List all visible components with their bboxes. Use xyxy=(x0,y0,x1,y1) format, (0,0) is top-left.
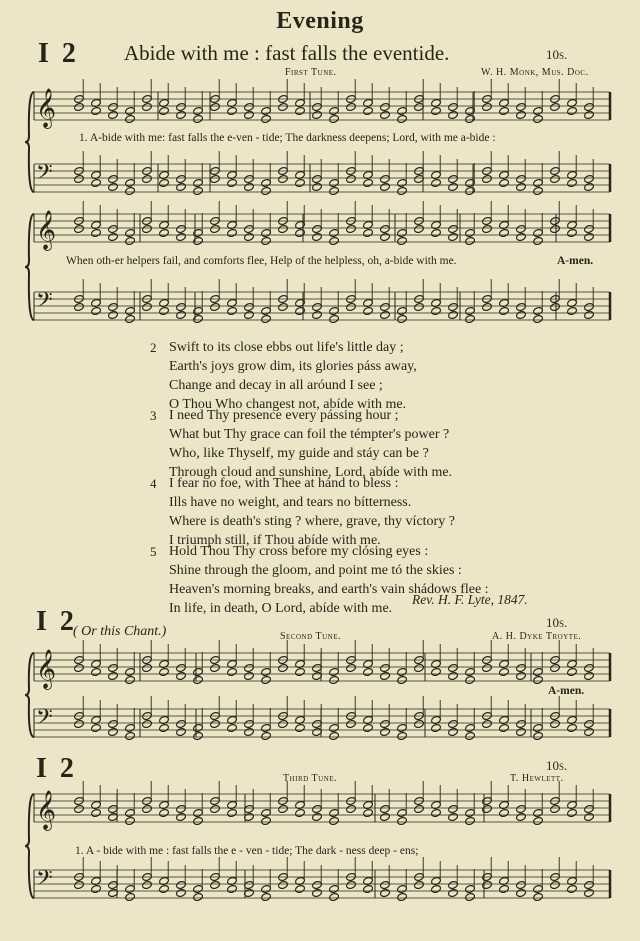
note-head xyxy=(176,671,187,680)
note-head xyxy=(125,236,136,245)
verse-line: I fear no foe, with Thee at hánd to bless : xyxy=(169,476,399,491)
note-head xyxy=(244,671,255,680)
note-head xyxy=(380,727,391,736)
verse-line: Hold Thou Thy cross before my clósing eyes : xyxy=(169,544,429,559)
note-head xyxy=(397,892,408,901)
brace xyxy=(25,794,34,898)
note-head xyxy=(176,310,187,319)
verse-line: In life, in death, O Lord, abíde with me. xyxy=(169,601,393,616)
note-head xyxy=(584,888,595,897)
note-head xyxy=(159,884,170,893)
note-head xyxy=(278,224,289,233)
brace xyxy=(25,653,34,737)
note-head xyxy=(261,731,272,740)
note-head xyxy=(142,302,153,311)
note-head xyxy=(431,178,442,187)
verse xyxy=(150,406,590,482)
note-head xyxy=(176,727,187,736)
note-head xyxy=(108,671,119,680)
note-head xyxy=(363,808,374,817)
note-head xyxy=(584,812,595,821)
note-head xyxy=(550,663,561,672)
treble-clef-icon: 𝄞 xyxy=(36,649,57,689)
note-head xyxy=(329,675,340,684)
note-head xyxy=(295,667,306,676)
tune-label: First Tune. xyxy=(285,67,337,78)
note-head xyxy=(414,302,425,311)
hymn-number: I 2 xyxy=(36,753,77,784)
note-head xyxy=(465,675,476,684)
note-head xyxy=(278,102,289,111)
note-head xyxy=(227,667,238,676)
note-head xyxy=(448,110,459,119)
note-head xyxy=(159,667,170,676)
note-head xyxy=(346,302,357,311)
note-head xyxy=(329,731,340,740)
verse-line: I need Thy presence every pássing hour ; xyxy=(169,408,399,423)
note-head xyxy=(465,816,476,825)
note-head xyxy=(108,232,119,241)
note-head xyxy=(91,106,102,115)
note-head xyxy=(499,723,510,732)
note-head xyxy=(397,186,408,195)
note-head xyxy=(499,106,510,115)
note-head xyxy=(159,106,170,115)
verse-line: I triumph still, if Thou abíde with me. xyxy=(169,533,381,548)
note-head xyxy=(533,816,544,825)
note-head xyxy=(567,667,578,676)
note-head xyxy=(363,306,374,315)
note-head xyxy=(193,114,204,123)
note-head xyxy=(567,306,578,315)
note-head xyxy=(278,804,289,813)
note-head xyxy=(533,314,544,323)
note-head xyxy=(499,306,510,315)
note-head xyxy=(108,727,119,736)
note-head xyxy=(142,719,153,728)
note-head xyxy=(261,675,272,684)
note-head xyxy=(346,174,357,183)
verse-line: Heaven's morning breaks, and earth's vain shádows flee : xyxy=(169,582,489,597)
note-head xyxy=(125,675,136,684)
note-head xyxy=(193,816,204,825)
note-head xyxy=(516,812,527,821)
verse-line: Shine through the gloom, and point me tó the skies : xyxy=(169,563,462,578)
note-head xyxy=(244,727,255,736)
note-head xyxy=(516,671,527,680)
note-head xyxy=(516,727,527,736)
note-head xyxy=(380,232,391,241)
lyrics-line: When oth-er helpers fail, and comforts flee, Help of the helpless, oh, a-bide with me. xyxy=(66,255,457,267)
note-head xyxy=(465,314,476,323)
note-head xyxy=(550,302,561,311)
note-head xyxy=(380,888,391,897)
note-head xyxy=(159,306,170,315)
tune-label: Third Tune. xyxy=(283,773,338,784)
note-head xyxy=(465,731,476,740)
note-head xyxy=(159,178,170,187)
note-head xyxy=(363,106,374,115)
note-head xyxy=(431,306,442,315)
note-head xyxy=(550,804,561,813)
note-head xyxy=(261,314,272,323)
note-head xyxy=(380,310,391,319)
treble-clef-icon: 𝄞 xyxy=(36,210,57,250)
lyrics-line: 1. A-bide with me: fast falls the e-ven - tide; The darkness deepens; Lord, with me a-bide : xyxy=(79,132,496,144)
note-head xyxy=(550,880,561,889)
note-head xyxy=(363,228,374,237)
note-head xyxy=(533,236,544,245)
note-head xyxy=(499,228,510,237)
note-head xyxy=(346,224,357,233)
note-head xyxy=(346,804,357,813)
note-head xyxy=(125,731,136,740)
note-head xyxy=(176,182,187,191)
verse-line: Change and decay in all aróund I see ; xyxy=(169,378,383,393)
note-head xyxy=(397,731,408,740)
note-head xyxy=(159,723,170,732)
note-head xyxy=(176,812,187,821)
note-head xyxy=(295,884,306,893)
note-head xyxy=(482,804,493,813)
composer: W. H. Monk, Mus. Doc. xyxy=(481,67,589,78)
note-head xyxy=(448,232,459,241)
amen-label: A-men. xyxy=(557,255,594,267)
note-head xyxy=(125,314,136,323)
note-head xyxy=(516,232,527,241)
note-head xyxy=(295,228,306,237)
note-head xyxy=(516,110,527,119)
note-head xyxy=(516,888,527,897)
hymn-meter: 10s. xyxy=(546,47,568,62)
note-head xyxy=(74,302,85,311)
note-head xyxy=(329,114,340,123)
note-head xyxy=(74,804,85,813)
note-head xyxy=(278,663,289,672)
note-head xyxy=(431,808,442,817)
note-head xyxy=(567,228,578,237)
hymn-meter: 10s. xyxy=(546,758,568,773)
note-head xyxy=(108,110,119,119)
composer: T. Hewlett. xyxy=(510,773,564,784)
note-head xyxy=(227,884,238,893)
note-head xyxy=(74,102,85,111)
note-head xyxy=(295,723,306,732)
note-head xyxy=(108,182,119,191)
note-head xyxy=(142,224,153,233)
note-head xyxy=(448,182,459,191)
brace xyxy=(25,214,34,320)
verse-line: Earth's joys grow dim, its glories páss away, xyxy=(169,359,417,374)
note-head xyxy=(193,186,204,195)
note-head xyxy=(193,314,204,323)
note-head xyxy=(363,723,374,732)
note-head xyxy=(193,731,204,740)
note-head xyxy=(312,310,323,319)
note-head xyxy=(465,114,476,123)
note-head xyxy=(499,808,510,817)
treble-clef-icon: 𝄞 xyxy=(36,88,57,128)
bass-clef-icon: 𝄢 xyxy=(36,288,53,318)
note-head xyxy=(550,224,561,233)
note-head xyxy=(227,808,238,817)
note-head xyxy=(74,224,85,233)
hymn-subtitle: ( Or this Chant.) xyxy=(73,624,167,639)
note-head xyxy=(482,102,493,111)
note-head xyxy=(74,719,85,728)
note-head xyxy=(210,663,221,672)
note-head xyxy=(346,102,357,111)
note-head xyxy=(346,663,357,672)
note-head xyxy=(482,174,493,183)
note-head xyxy=(329,236,340,245)
note-head xyxy=(448,888,459,897)
note-head xyxy=(431,667,442,676)
note-head xyxy=(210,224,221,233)
note-head xyxy=(142,880,153,889)
note-head xyxy=(193,675,204,684)
note-head xyxy=(380,182,391,191)
note-head xyxy=(261,186,272,195)
note-head xyxy=(312,888,323,897)
amen-label: A-men. xyxy=(548,685,585,697)
note-head xyxy=(312,182,323,191)
note-head xyxy=(431,723,442,732)
note-head xyxy=(176,232,187,241)
verse-line: Through cloud and sunshine, Lord, abíde with me. xyxy=(169,465,453,480)
note-head xyxy=(210,719,221,728)
note-head xyxy=(329,314,340,323)
note-head xyxy=(431,884,442,893)
note-head xyxy=(193,892,204,901)
note-head xyxy=(584,310,595,319)
note-head xyxy=(499,884,510,893)
note-head xyxy=(533,731,544,740)
note-head xyxy=(448,812,459,821)
note-head xyxy=(227,178,238,187)
note-head xyxy=(533,892,544,901)
note-head xyxy=(227,106,238,115)
note-head xyxy=(363,667,374,676)
note-head xyxy=(414,719,425,728)
page-title: Evening xyxy=(276,8,364,34)
note-head xyxy=(414,804,425,813)
note-head xyxy=(499,178,510,187)
verse-number: 5 xyxy=(150,544,157,559)
note-head xyxy=(567,106,578,115)
note-head xyxy=(397,675,408,684)
note-head xyxy=(448,671,459,680)
note-head xyxy=(227,306,238,315)
note-head xyxy=(91,228,102,237)
note-head xyxy=(125,186,136,195)
note-head xyxy=(346,880,357,889)
note-head xyxy=(329,892,340,901)
note-head xyxy=(312,812,323,821)
note-head xyxy=(295,808,306,817)
note-head xyxy=(567,178,578,187)
note-head xyxy=(414,880,425,889)
tune-label: Second Tune. xyxy=(280,631,341,642)
note-head xyxy=(91,306,102,315)
note-head xyxy=(516,310,527,319)
note-head xyxy=(91,178,102,187)
note-head xyxy=(74,880,85,889)
note-head xyxy=(244,182,255,191)
note-head xyxy=(380,812,391,821)
note-head xyxy=(431,106,442,115)
note-head xyxy=(584,727,595,736)
note-head xyxy=(142,174,153,183)
note-head xyxy=(397,114,408,123)
note-head xyxy=(74,174,85,183)
note-head xyxy=(414,663,425,672)
note-head xyxy=(584,110,595,119)
note-head xyxy=(278,174,289,183)
note-head xyxy=(533,114,544,123)
verse xyxy=(150,338,590,414)
lyrics-line: 1. A - bide with me : fast falls the e - ven - tide; The dark - ness deep - ens; xyxy=(75,845,419,857)
note-head xyxy=(465,186,476,195)
note-head xyxy=(363,178,374,187)
note-head xyxy=(108,310,119,319)
note-head xyxy=(567,723,578,732)
verse-number: 4 xyxy=(150,476,157,491)
hymn-meter: 10s. xyxy=(546,615,568,630)
hymn-number: I 2 xyxy=(36,606,77,637)
note-head xyxy=(567,808,578,817)
note-head xyxy=(380,110,391,119)
attribution: Rev. H. F. Lyte, 1847. xyxy=(412,592,528,607)
brace xyxy=(25,92,34,192)
verse-line: Ills have no weight, and tears no bítterness. xyxy=(169,495,412,510)
note-head xyxy=(567,884,578,893)
note-head xyxy=(550,102,561,111)
note-head xyxy=(482,880,493,889)
verse-line: Where is death's sting ? where, grave, thy víctory ? xyxy=(169,514,455,529)
note-head xyxy=(125,114,136,123)
verse xyxy=(150,474,590,550)
note-head xyxy=(278,719,289,728)
note-head xyxy=(346,719,357,728)
note-head xyxy=(261,236,272,245)
verse-number: 3 xyxy=(150,408,157,423)
bass-clef-icon: 𝄢 xyxy=(36,866,53,896)
note-head xyxy=(482,719,493,728)
note-head xyxy=(91,723,102,732)
note-head xyxy=(533,186,544,195)
note-head xyxy=(91,667,102,676)
note-head xyxy=(74,663,85,672)
note-head xyxy=(295,306,306,315)
note-head xyxy=(448,310,459,319)
verse-line: What but Thy grace can foil the témpter's power ? xyxy=(169,427,450,442)
note-head xyxy=(193,236,204,245)
note-head xyxy=(550,174,561,183)
verses xyxy=(150,338,590,618)
note-head xyxy=(431,228,442,237)
verse-line: Who, like Thyself, my guide and stáy can be ? xyxy=(169,446,429,461)
note-head xyxy=(210,804,221,813)
note-head xyxy=(159,808,170,817)
note-head xyxy=(516,182,527,191)
hymn-number: I 2 xyxy=(38,38,79,69)
composer: A. H. Dyke Troyte. xyxy=(492,631,582,642)
note-head xyxy=(91,808,102,817)
verse-line: O Thou Who changest not, abíde with me. xyxy=(169,397,407,412)
note-head xyxy=(550,719,561,728)
note-head xyxy=(210,102,221,111)
verse-number: 2 xyxy=(150,340,157,355)
note-head xyxy=(533,675,544,684)
note-head xyxy=(210,302,221,311)
note-head xyxy=(329,816,340,825)
bass-clef-icon: 𝄢 xyxy=(36,705,53,735)
note-head xyxy=(227,228,238,237)
note-head xyxy=(312,232,323,241)
note-head xyxy=(176,888,187,897)
hymn-first-line: Abide with me : fast falls the eventide. xyxy=(124,41,450,65)
note-head xyxy=(397,314,408,323)
note-head xyxy=(125,892,136,901)
note-head xyxy=(227,723,238,732)
note-head xyxy=(584,182,595,191)
note-head xyxy=(261,816,272,825)
note-head xyxy=(295,106,306,115)
note-head xyxy=(482,302,493,311)
verse-line: Swift to its close ebbs out life's little day ; xyxy=(169,340,404,355)
note-head xyxy=(363,884,374,893)
note-head xyxy=(125,816,136,825)
note-head xyxy=(380,671,391,680)
note-head xyxy=(295,178,306,187)
note-head xyxy=(397,816,408,825)
note-head xyxy=(176,110,187,119)
note-head xyxy=(210,174,221,183)
note-head xyxy=(142,663,153,672)
note-head xyxy=(329,186,340,195)
note-head xyxy=(142,102,153,111)
note-head xyxy=(414,224,425,233)
note-head xyxy=(244,232,255,241)
note-head xyxy=(244,110,255,119)
note-head xyxy=(584,671,595,680)
note-head xyxy=(261,892,272,901)
note-head xyxy=(397,236,408,245)
treble-clef-icon: 𝄞 xyxy=(36,790,57,830)
note-head xyxy=(448,727,459,736)
note-head xyxy=(210,880,221,889)
note-head xyxy=(278,880,289,889)
note-head xyxy=(482,663,493,672)
note-head xyxy=(465,892,476,901)
note-head xyxy=(142,804,153,813)
note-head xyxy=(244,310,255,319)
note-head xyxy=(278,302,289,311)
note-head xyxy=(482,224,493,233)
note-head xyxy=(261,114,272,123)
note-head xyxy=(91,884,102,893)
note-head xyxy=(312,110,323,119)
note-head xyxy=(584,232,595,241)
note-head xyxy=(499,667,510,676)
bass-clef-icon: 𝄢 xyxy=(36,160,53,190)
note-head xyxy=(159,228,170,237)
note-head xyxy=(465,236,476,245)
